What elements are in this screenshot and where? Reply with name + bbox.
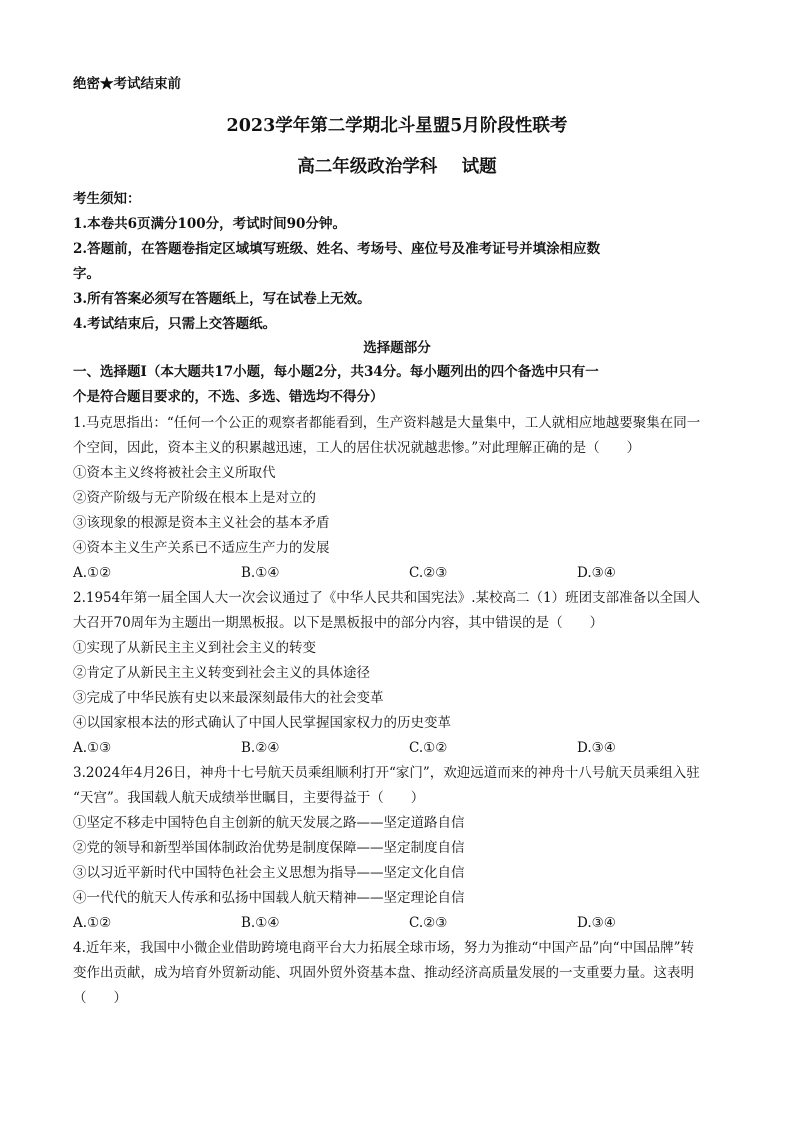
question-2-option-a: A.①③ <box>73 740 112 756</box>
question-1-item: ①资本主义终将被社会主义所取代 <box>73 465 276 481</box>
section-part-title: 选择题部分 <box>363 340 431 356</box>
exam-title: 2023学年第二学期北斗星盟5月阶段性联考 <box>226 116 568 136</box>
question-1-option-d: D.③④ <box>577 565 616 581</box>
question-2-stem: 大召开70周年为主题出一期黑板报。以下是黑板报中的部分内容，其中错误的是（ ） <box>73 615 604 631</box>
question-1-item: ④资本主义生产关系已不适应生产力的发展 <box>73 540 330 556</box>
question-1-stem: 1.马克思指出：“任何一个公正的观察者都能看到，生产资料越是大量集中，工人就相应地越要聚集在同一 <box>73 415 701 431</box>
question-3-option-b: B.①④ <box>241 915 280 931</box>
notice-item: 字。 <box>73 266 100 282</box>
question-4-stem: 变作出贡献，成为培育外贸新动能、巩固外贸外资基本盘、推动经济高质量发展的一支重要力量。这表明 <box>73 965 694 981</box>
question-1-item: ③该现象的根源是资本主义社会的基本矛盾 <box>73 515 330 531</box>
question-4-stem: （ ） <box>73 990 127 1006</box>
question-2-option-b: B.②④ <box>241 740 280 756</box>
question-2-option-c: C.①② <box>409 740 448 756</box>
notice-item: 3.所有答案必须写在答题纸上，写在试卷上无效。 <box>73 291 371 307</box>
question-2-option-d: D.③④ <box>577 740 616 756</box>
notice-item: 1.本卷共6页满分100分，考试时间90分钟。 <box>73 216 346 232</box>
question-3-item: ①坚定不移走中国特色自主创新的航天发展之路——坚定道路自信 <box>73 815 465 831</box>
question-1-option-c: C.②③ <box>409 565 448 581</box>
exam-subtitle: 高二年级政治学科 试题 <box>297 157 497 177</box>
confidential-label: 绝密★考试结束前 <box>73 76 181 92</box>
question-4-stem: 4.近年来，我国中小微企业借助跨境电商平台大力拓展全球市场，努力为推动“中国产品”向“中国品牌”转 <box>73 940 694 956</box>
question-1-option-b: B.①④ <box>241 565 280 581</box>
question-2-item: ②肯定了从新民主主义转变到社会主义的具体途径 <box>73 665 370 681</box>
notice-item: 4.考试结束后，只需上交答题纸。 <box>73 316 277 332</box>
question-3-stem: 3.2024年4月26日，神舟十七号航天员乘组顺利打开“家门”，欢迎远道而来的神舟十八号航天员乘组入驻 <box>73 765 700 781</box>
question-3-stem: “天宫”。我国载人航天成绩举世瞩目，主要得益于（ ） <box>73 790 425 806</box>
question-3-item: ③以习近平新时代中国特色社会主义思想为指导——坚定文化自信 <box>73 865 465 881</box>
question-2-item: ①实现了从新民主主义到社会主义的转变 <box>73 640 316 656</box>
question-2-stem: 2.1954年第一届全国人大一次会议通过了《中华人民共和国宪法》.某校高二（1）班团支部准备以全国人 <box>73 590 701 606</box>
question-3-option-a: A.①② <box>73 915 112 931</box>
notice-heading: 考生须知： <box>73 191 141 207</box>
question-2-item: ④以国家根本法的形式确认了中国人民掌握国家权力的历史变革 <box>73 715 451 731</box>
question-3-item: ②党的领导和新型举国体制政治优势是制度保障——坚定制度自信 <box>73 840 465 856</box>
question-2-item: ③完成了中华民族有史以来最深刻最伟大的社会变革 <box>73 690 384 706</box>
question-1-stem: 个空间，因此，资本主义的积累越迅速，工人的居住状况就越悲惨。”对此理解正确的是（ ） <box>73 440 641 456</box>
question-1-option-a: A.①② <box>73 565 112 581</box>
question-3-item: ④一代代的航天人传承和弘扬中国载人航天精神——坚定理论自信 <box>73 890 465 906</box>
section-heading: 个是符合题目要求的，不选、多选、错选均不得分） <box>73 389 384 405</box>
question-1-item: ②资产阶级与无产阶级在根本上是对立的 <box>73 490 316 506</box>
section-heading: 一、选择题Ⅰ（本大题共17小题，每小题2分，共34分。每小题列出的四个备选中只有一 <box>73 364 599 380</box>
notice-item: 2.答题前，在答题卷指定区域填写班级、姓名、考场号、座位号及准考证号并填涂相应数 <box>73 241 601 257</box>
question-3-option-c: C.②③ <box>409 915 448 931</box>
question-3-option-d: D.③④ <box>577 915 616 931</box>
